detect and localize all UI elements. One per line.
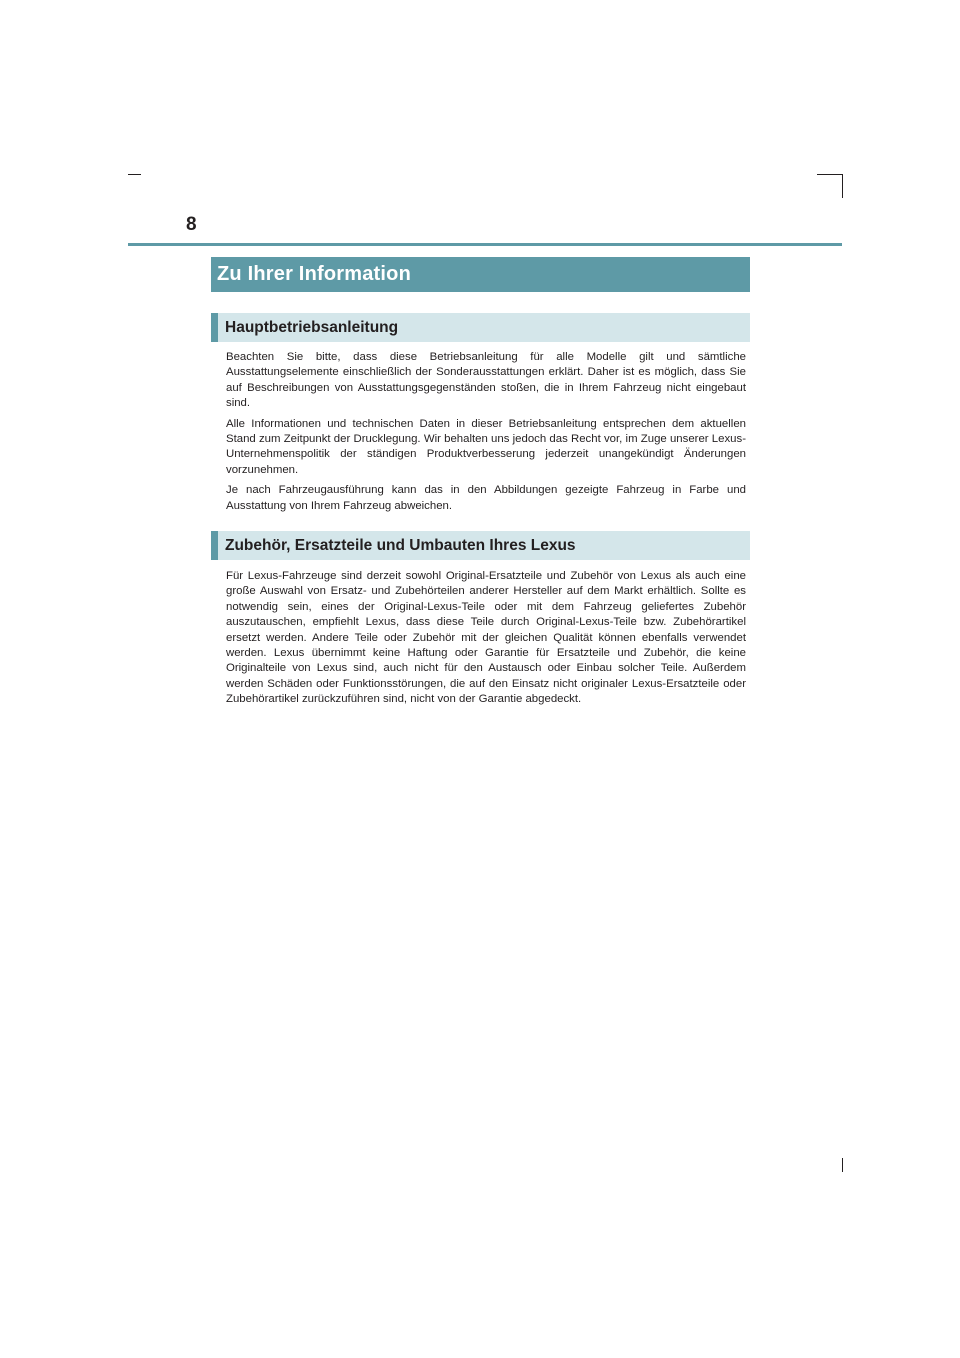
top-rule xyxy=(128,243,842,246)
section-body-zubehoer xyxy=(226,569,746,713)
section-heading-hauptbetriebsanleitung: Hauptbetriebsanleitung xyxy=(211,313,750,342)
section-heading-zubehoer: Zubehör, Ersatzteile und Umbauten Ihres Lexus xyxy=(211,531,750,560)
crop-mark-top-right-v xyxy=(842,174,843,198)
page-title: Zu Ihrer Information xyxy=(211,257,750,292)
paragraph: Je nach Fahrzeugausführung kann das in den Abbildungen gezeigte Fahrzeug in Farbe und Ausstattung von Ihrem Fahrzeug abweichen. xyxy=(226,484,746,512)
paragraph: Für Lexus-Fahrzeuge sind derzeit sowohl Original-Ersatzteile und Zubehör von Lexus als auch eine große Auswahl von Ersatz- und Zubehörteilen anderer Hersteller auf dem Markt erhältlich. Sollte es notwendig sein, eines der Original-Lexus-Teile oder mit dem Fahrzeug geliefertes Zubehör auszutauschen, empfiehlt Lexus, dass diese Teile durch Original-Lexus-Teile bzw. Zubehörartikel ersetzt werden. Andere Teile oder Zubehör mit der gleichen Qualität können ebenfalls verwendet werden. Lexus übernimmt keine Haftung oder Garantie für Ersatzteile und Zubehör, die keine Originalteile von Lexus sind, auch nicht für den Austausch oder Einbau solcher Teile. Außerdem werden Schäden oder Funktionsstörungen, die auf den Einsatz nicht originaler Lexus-Ersatzteile oder Zubehörartikel zurückzuführen sind, nicht von der Garantie abgedeckt. xyxy=(226,570,746,706)
paragraph: Alle Informationen und technischen Daten in dieser Betriebsanleitung entsprechen dem aktuellen Stand zum Zeitpunkt der Drucklegung. Wir behalten uns jedoch das Recht vor, im Zuge unserer Lexus-Unternehmenspolitik der ständigen Produktverbesserung jederzeit unangekündigt Änderungen vorzunehmen. xyxy=(226,417,746,476)
crop-mark-top-right-h xyxy=(817,174,842,175)
section-body-hauptbetriebsanleitung xyxy=(226,350,746,519)
crop-mark-bottom-right-v xyxy=(842,1158,843,1172)
page-number: 8 xyxy=(186,214,197,235)
crop-mark-top-left xyxy=(128,174,141,175)
paragraph: Beachten Sie bitte, dass diese Betriebsanleitung für alle Modelle gilt und sämtliche Ausstattungselemente einschließlich der Sonderausstattungen erklärt. Daher ist es möglich, dass Sie auf Beschreibungen von Ausstattungsgegenständen stoßen, die in Ihrem Fahrzeug nicht eingebaut sind. xyxy=(226,351,746,410)
